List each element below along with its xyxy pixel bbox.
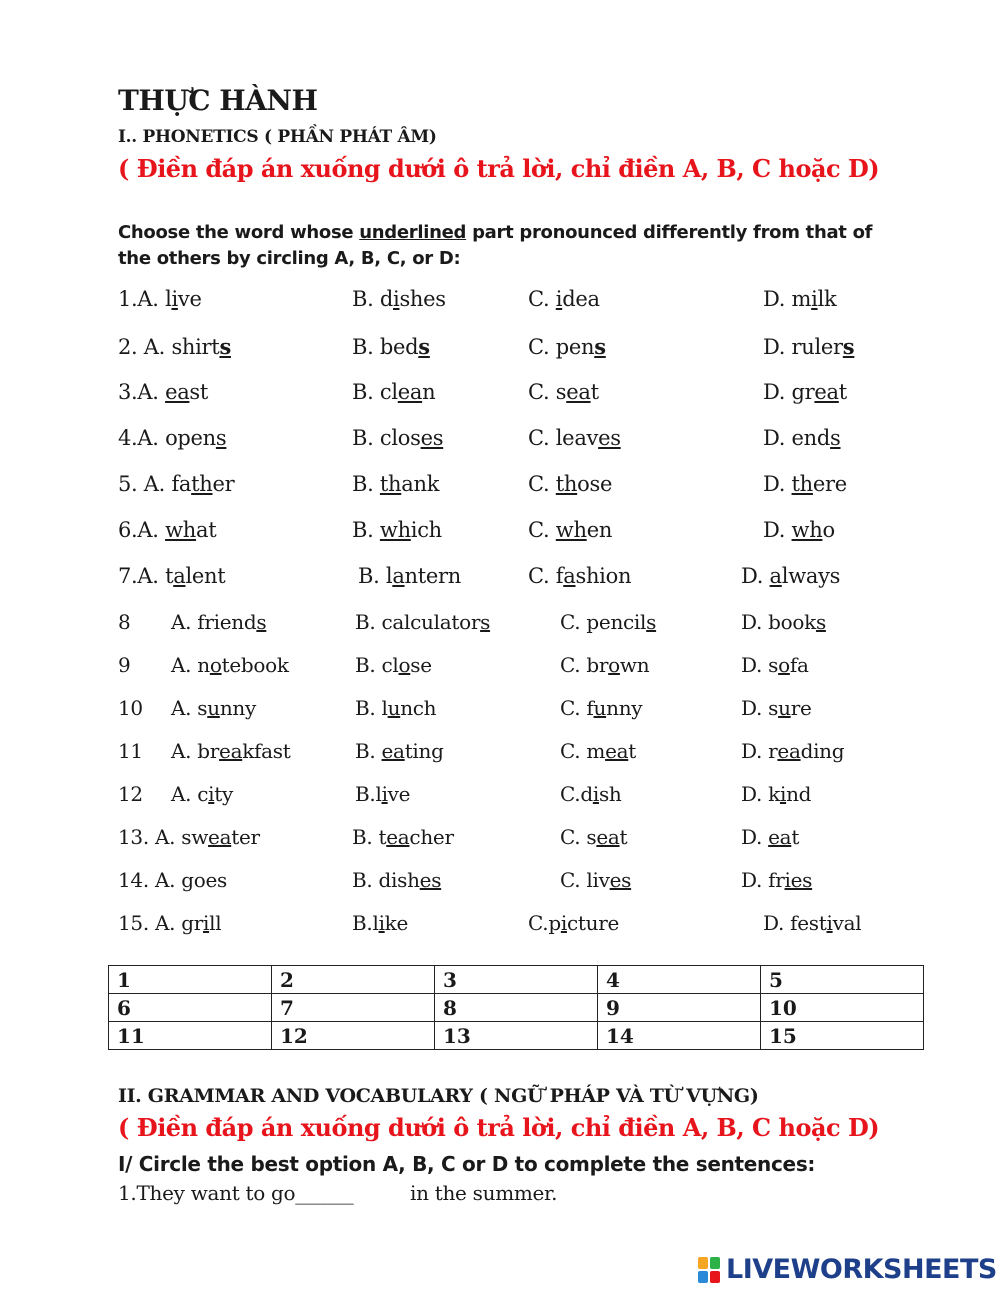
option-c[interactable]: C. idea: [528, 287, 600, 311]
option-b[interactable]: B. which: [352, 518, 442, 542]
question-number: 12: [118, 782, 143, 806]
option-b[interactable]: B. calculators: [355, 610, 491, 634]
option-a[interactable]: A. city: [171, 782, 234, 806]
answer-cell[interactable]: 14: [598, 1022, 761, 1050]
question-number: 14. A.: [118, 868, 182, 892]
answer-row: [109, 994, 924, 1022]
answer-cell[interactable]: 3: [435, 966, 598, 994]
phonetics-instruction: Choose the word whose underlined part pronounced differently from that of the others by circling A, B, C, or D:: [118, 222, 873, 269]
logo-text: LIVEWORKSHEETS: [726, 1254, 997, 1285]
option-b[interactable]: B. lunch: [355, 696, 437, 720]
option-c[interactable]: C. lives: [560, 868, 632, 892]
option-a[interactable]: A. notebook: [171, 653, 289, 677]
option-a[interactable]: A. breakfast: [171, 739, 291, 763]
answer-cell[interactable]: 11: [109, 1022, 272, 1050]
question-number: 1.A.: [118, 287, 166, 311]
grammar-question-1-rest: in the summer.: [410, 1181, 558, 1205]
option-a[interactable]: 14. A. goes: [118, 868, 227, 892]
option-a[interactable]: A. friends: [171, 610, 267, 634]
question-number: 15. A.: [118, 911, 182, 935]
option-c[interactable]: C. those: [528, 472, 613, 496]
option-a[interactable]: 13. A. sweater: [118, 825, 260, 849]
grammar-question-1: 1.They want to go______: [118, 1181, 354, 1205]
liveworksheets-logo: [698, 1254, 997, 1285]
option-b[interactable]: B. closes: [352, 426, 444, 450]
option-b[interactable]: B. lantern: [358, 564, 462, 588]
section1-heading: I.. PHONETICS ( PHẦN PHÁT ÂM): [118, 127, 437, 147]
option-c[interactable]: C. meat: [560, 739, 636, 763]
answer-cell[interactable]: 7: [272, 994, 435, 1022]
option-b[interactable]: B. dishes: [352, 868, 442, 892]
option-d[interactable]: D. great: [763, 380, 847, 404]
option-b[interactable]: B. thank: [352, 472, 440, 496]
question-number: 3.A.: [118, 380, 166, 404]
option-d[interactable]: D. kind: [741, 782, 812, 806]
option-c[interactable]: C. when: [528, 518, 613, 542]
option-b[interactable]: B. teacher: [352, 825, 454, 849]
option-d[interactable]: D. ends: [763, 426, 841, 450]
option-d[interactable]: D. always: [741, 564, 841, 588]
option-d[interactable]: D. there: [763, 472, 847, 496]
option-c[interactable]: C. leaves: [528, 426, 621, 450]
question-number: 10: [118, 696, 143, 720]
option-b[interactable]: B.like: [352, 911, 409, 935]
answer-cell[interactable]: 15: [761, 1022, 924, 1050]
option-d[interactable]: D. sure: [741, 696, 812, 720]
option-d[interactable]: D. rulers: [763, 334, 855, 359]
option-c[interactable]: C. pencils: [560, 610, 657, 634]
option-a[interactable]: 3.A. east: [118, 380, 209, 404]
option-d[interactable]: D. sofa: [741, 653, 809, 677]
answer-cell[interactable]: 10: [761, 994, 924, 1022]
option-d[interactable]: D. reading: [741, 739, 845, 763]
page-title: THỰC HÀNH: [118, 84, 318, 117]
answer-cell[interactable]: 12: [272, 1022, 435, 1050]
question-number: 13. A.: [118, 825, 182, 849]
question-number: 6.A.: [118, 518, 166, 542]
answer-blank[interactable]: ______: [295, 1181, 354, 1205]
option-b[interactable]: B. beds: [352, 334, 430, 359]
option-d[interactable]: D. eat: [741, 825, 800, 849]
question-number: 4.A.: [118, 426, 166, 450]
option-a[interactable]: 4.A. opens: [118, 426, 227, 450]
answer-cell[interactable]: 1: [109, 966, 272, 994]
option-a[interactable]: 6.A. what: [118, 518, 217, 542]
option-c[interactable]: C. seat: [528, 380, 599, 404]
question-number: 8: [118, 610, 131, 634]
option-a[interactable]: 5. A. father: [118, 472, 235, 496]
answer-row: [109, 1022, 924, 1050]
answer-cell[interactable]: 2: [272, 966, 435, 994]
answer-cell[interactable]: 9: [598, 994, 761, 1022]
option-c[interactable]: C.dish: [560, 782, 622, 806]
option-c[interactable]: C.picture: [528, 911, 619, 935]
logo-icon: [698, 1257, 720, 1283]
underlined-word: underlined: [359, 222, 467, 243]
section2-red-note: ( Điền đáp án xuống dưới ô trả lời, chỉ điền A, B, C hoặc D): [118, 1113, 880, 1142]
answer-cell[interactable]: 5: [761, 966, 924, 994]
option-b[interactable]: B. dishes: [352, 287, 446, 311]
option-d[interactable]: D. who: [763, 518, 835, 542]
answer-table: [108, 965, 924, 1050]
option-a[interactable]: A. sunny: [171, 696, 256, 720]
section1-red-note: ( Điền đáp án xuống dưới ô trả lời, chỉ điền A, B, C hoặc D): [118, 154, 880, 183]
question-number: 9: [118, 653, 131, 677]
section2-subheading: I/ Circle the best option A, B, C or D to complete the sentences:: [118, 1152, 816, 1176]
option-a[interactable]: 7.A. talent: [118, 564, 226, 588]
option-d[interactable]: D. fries: [741, 868, 813, 892]
section2-heading: II. GRAMMAR AND VOCABULARY ( NGỮ PHÁP VÀ TỪ VỰNG): [118, 1085, 759, 1107]
answer-cell[interactable]: 13: [435, 1022, 598, 1050]
option-d[interactable]: D. milk: [763, 287, 837, 311]
option-b[interactable]: B. clean: [352, 380, 436, 404]
option-c[interactable]: C. fashion: [528, 564, 632, 588]
option-c[interactable]: C. pens: [528, 334, 606, 359]
answer-cell[interactable]: 6: [109, 994, 272, 1022]
option-a[interactable]: 1.A. live: [118, 287, 202, 311]
answer-cell[interactable]: 4: [598, 966, 761, 994]
option-a[interactable]: 15. A. grill: [118, 911, 222, 935]
answer-row: [109, 966, 924, 994]
option-c[interactable]: C. seat: [560, 825, 628, 849]
option-b[interactable]: B.live: [355, 782, 411, 806]
question-number: 11: [118, 739, 143, 763]
question-number: 2. A.: [118, 335, 172, 359]
option-d[interactable]: D. books: [741, 610, 826, 634]
option-c[interactable]: C. brown: [560, 653, 650, 677]
question-number: 7.A.: [118, 564, 166, 588]
option-b[interactable]: B. eating: [355, 739, 444, 763]
option-c[interactable]: C. funny: [560, 696, 643, 720]
option-b[interactable]: B. close: [355, 653, 432, 677]
question-number: 5. A.: [118, 472, 172, 496]
answer-cell[interactable]: 8: [435, 994, 598, 1022]
option-a[interactable]: 2. A. shirts: [118, 334, 231, 359]
option-d[interactable]: D. festival: [763, 911, 862, 935]
